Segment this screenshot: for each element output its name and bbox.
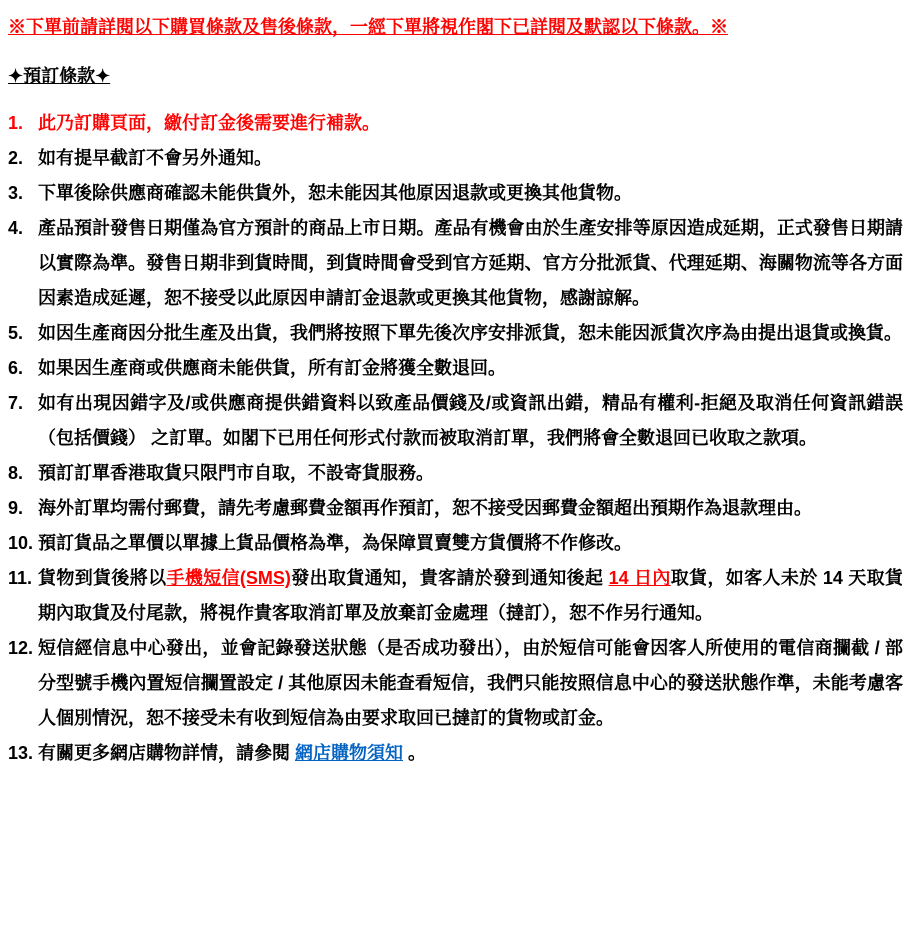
term-text <box>38 526 903 561</box>
term-segment: 產品預計發售日期僅為官方預計的商品上市日期。產品有機會由於生產安排等原因造成延期，正式發售日期請以實際為準。發售日期非到貨時間，到貨時間會受到官方延期、官方分批派貨、代理延期、海關物流等各方面因素造成延遲，恕不接受以此原因申請訂金退款或更換其他貨物，感謝諒解。 <box>38 218 903 308</box>
term-item-12 <box>8 631 903 736</box>
terms-list <box>8 106 903 771</box>
term-segment: 下單後除供應商確認未能供貨外，恕未能因其他原因退款或更換其他貨物。 <box>38 183 632 203</box>
term-segment: 短信經信息中心發出，並會記錄發送狀態（是否成功發出），由於短信可能會因客人所使用的電信商攔截 / 部分型號手機內置短信攔置設定 / 其他原因未能查看短信，我們只能按照信息中心的發送狀態作準，未能考慮客人個別情況，恕不接受未有收到短信為由要求取回已撻訂的貨物或訂金。 <box>38 638 903 728</box>
store-shopping-notice-link[interactable]: 網店購物須知 <box>295 743 403 763</box>
term-text <box>38 176 903 211</box>
term-number: 1. <box>8 113 24 133</box>
term-segment: 如因生產商因分批生產及出貨，我們將按照下單先後次序安排派貨，恕未能因派貨次序為由提出退貨或換貨。 <box>38 323 902 343</box>
highlighted-text: 手機短信(SMS) <box>166 568 291 588</box>
highlighted-text: 14 日內 <box>608 568 671 588</box>
term-item-7 <box>8 386 903 456</box>
term-segment: 如果因生產商或供應商未能供貨，所有訂金將獲全數退回。 <box>38 358 506 378</box>
term-segment: 貨物到貨後將以 <box>38 568 167 588</box>
term-text <box>38 386 903 456</box>
term-segment: 如有提早截訂不會另外通知。 <box>38 148 272 168</box>
term-item-8 <box>8 456 903 491</box>
term-text <box>38 351 903 386</box>
term-number: 6. <box>8 358 24 378</box>
term-item-6 <box>8 351 903 386</box>
term-text <box>38 491 903 526</box>
term-item-1 <box>8 106 903 141</box>
term-number: 9. <box>8 498 24 518</box>
term-number: 7. <box>8 393 24 413</box>
term-number: 13. <box>8 743 34 763</box>
term-segment: 此乃訂購頁面，繳付訂金後需要進行補款。 <box>38 113 380 133</box>
term-text <box>38 211 903 316</box>
term-number: 10. <box>8 533 34 553</box>
term-item-5 <box>8 316 903 351</box>
section-title: ✦預訂條款✦ <box>8 66 111 86</box>
term-item-9 <box>8 491 903 526</box>
term-text <box>38 631 903 736</box>
term-text <box>38 736 903 771</box>
term-text <box>38 141 903 176</box>
term-number: 5. <box>8 323 24 343</box>
term-segment: 海外訂單均需付郵費，請先考慮郵費金額再作預訂，恕不接受因郵費金額超出預期作為退款理由。 <box>38 498 812 518</box>
term-text <box>38 561 903 631</box>
term-segment: 如有出現因錯字及/或供應商提供錯資料以致產品價錢及/或資訊出錯，精品有權利-拒絕及取消任何資訊錯誤（包括價錢） 之訂單。如閣下已用任何形式付款而被取消訂單，我們將會全數退回已收取之款項。 <box>38 393 903 448</box>
term-text <box>38 106 903 141</box>
term-item-10 <box>8 526 903 561</box>
term-segment: 取貨，如客人未於 14 天取貨期內取貨及付尾款，將視作貴客取消訂單及放棄訂金處理（撻訂），恕不作另行通知。 <box>38 568 904 623</box>
term-item-2 <box>8 141 903 176</box>
term-item-3 <box>8 176 903 211</box>
term-number: 12. <box>8 638 34 658</box>
term-number: 4. <box>8 218 24 238</box>
term-segment: 預訂訂單香港取貨只限門市自取，不設寄貨服務。 <box>38 463 434 483</box>
term-number: 8. <box>8 463 24 483</box>
term-segment: 。 <box>403 743 427 763</box>
term-item-11 <box>8 561 903 631</box>
term-text <box>38 316 903 351</box>
term-text <box>38 456 903 491</box>
term-number: 3. <box>8 183 24 203</box>
term-number: 11. <box>8 568 33 588</box>
term-number: 2. <box>8 148 24 168</box>
term-item-13 <box>8 736 903 771</box>
term-segment: 發出取貨通知，貴客請於發到通知後起 <box>290 568 609 588</box>
top-warning: ※下單前請詳閱以下購買條款及售後條款，一經下單將視作閣下已詳閱及默認以下條款。※ <box>8 17 728 37</box>
term-segment: 有關更多網店購物詳情，請參閱 <box>38 743 295 763</box>
term-item-4 <box>8 211 903 316</box>
term-segment: 預訂貨品之單價以單據上貨品價格為準，為保障買賣雙方貨價將不作修改。 <box>38 533 632 553</box>
